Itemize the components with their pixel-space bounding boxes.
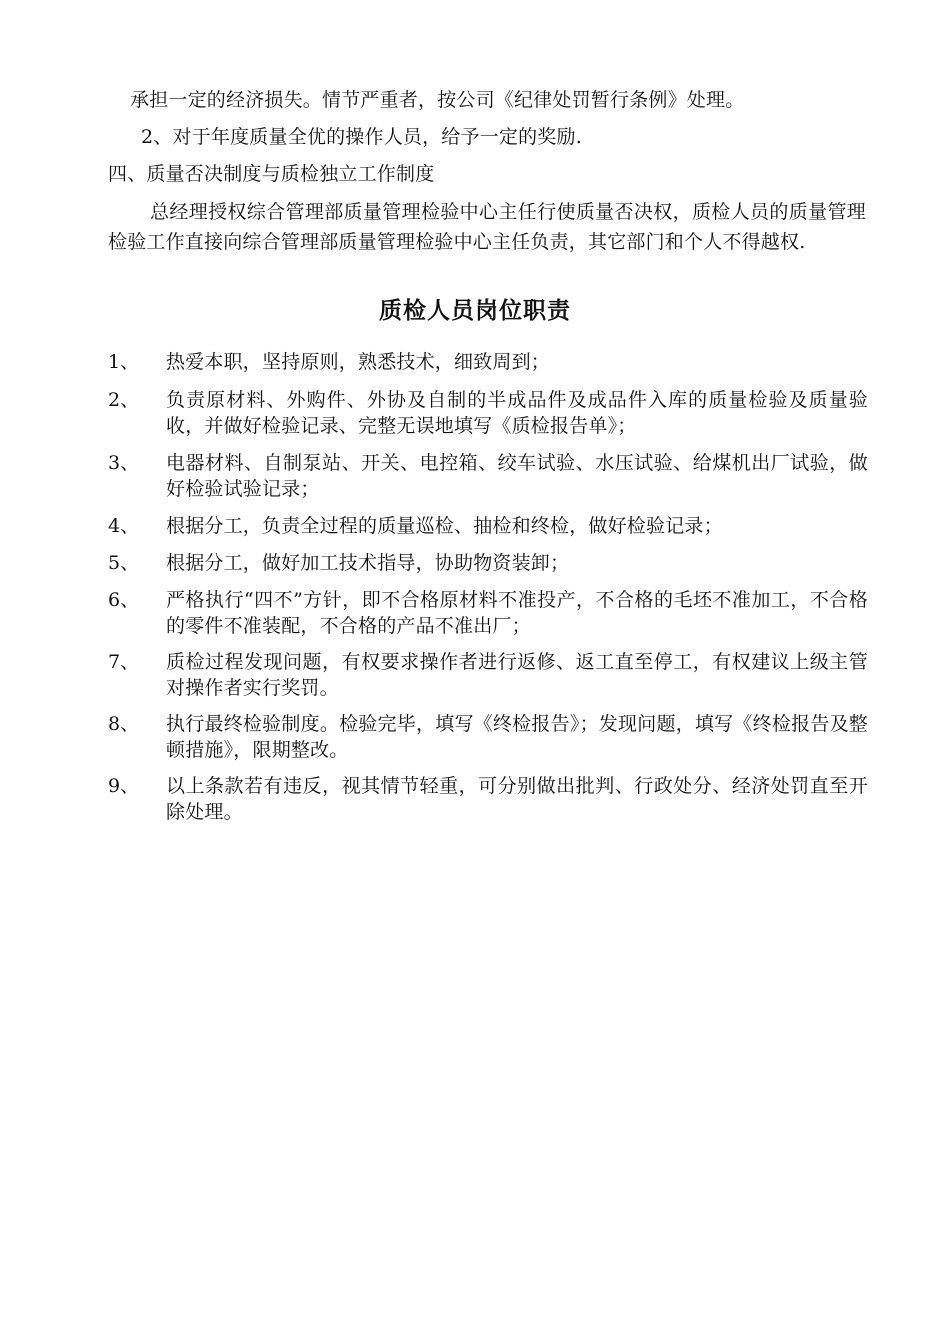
section-4-title: 四、质量否决制度与质检独立工作制度	[108, 163, 435, 185]
duty-number: 8、	[108, 713, 140, 735]
duty-number: 6、	[108, 589, 140, 611]
duty-item-6	[108, 587, 868, 639]
duty-text: 热爱本职，坚持原则，熟悉技术，细致周到；	[166, 351, 551, 373]
duty-item-8	[108, 711, 868, 763]
duty-text: 根据分工，负责全过程的质量巡检、抽检和终检，做好检验记录；	[166, 515, 723, 537]
duty-number: 7、	[108, 651, 140, 673]
duty-item-2	[108, 387, 868, 439]
duty-text: 以上条款若有违反，视其情节轻重，可分别做出批判、行政处分、经济处罚直至开除处理。	[166, 775, 868, 823]
duties-heading: 质检人员岗位职责	[379, 297, 571, 324]
duty-number: 4、	[108, 515, 140, 537]
duty-text: 根据分工，做好加工技术指导，协助物资装卸；	[166, 552, 570, 574]
duty-item-5	[108, 550, 868, 576]
duty-text: 执行最终检验制度。检验完毕，填写《终检报告》；发现问题，填写《终检报告及整顿措施》，限期整改。	[166, 713, 868, 761]
duty-text: 负责原材料、外购件、外协及自制的半成品件及成品件入库的质量检验及质量验收，并做好检验记录、完整无误地填写《质检报告单》；	[166, 389, 868, 437]
duty-number: 5、	[108, 552, 140, 574]
duty-text: 严格执行“四不”方针，即不合格原材料不准投产，不合格的毛坯不准加工，不合格的零件不准装配，不合格的产品不准出厂；	[166, 589, 868, 637]
duty-item-4	[108, 513, 868, 539]
duty-number: 1、	[108, 351, 140, 373]
intro-line-1: 承担一定的经济损失。情节严重者，按公司《纪律处罚暂行条例》处理。	[130, 89, 745, 111]
section-4-body: 总经理授权综合管理部质量管理检验中心主任行使质量否决权，质检人员的质量管理检验工作直接向综合管理部质量管理检验中心主任负责，其它部门和个人不得越权.	[108, 201, 866, 253]
duty-item-3	[108, 450, 868, 502]
duty-number: 9、	[108, 775, 140, 797]
duty-text: 质检过程发现问题，有权要求操作者进行返修、返工直至停工，有权建议上级主管对操作者实行奖罚。	[166, 651, 868, 699]
duty-item-7	[108, 649, 868, 701]
intro-line-2: 2、对于年度质量全优的操作人员，给予一定的奖励.	[141, 126, 582, 148]
duty-text: 电器材料、自制泵站、开关、电控箱、绞车试验、水压试验、给煤机出厂试验，做好检验试验记录；	[166, 452, 868, 500]
duty-item-9	[108, 773, 868, 825]
duty-number: 2、	[108, 389, 140, 411]
duty-item-1	[108, 349, 868, 375]
duty-number: 3、	[108, 452, 140, 474]
